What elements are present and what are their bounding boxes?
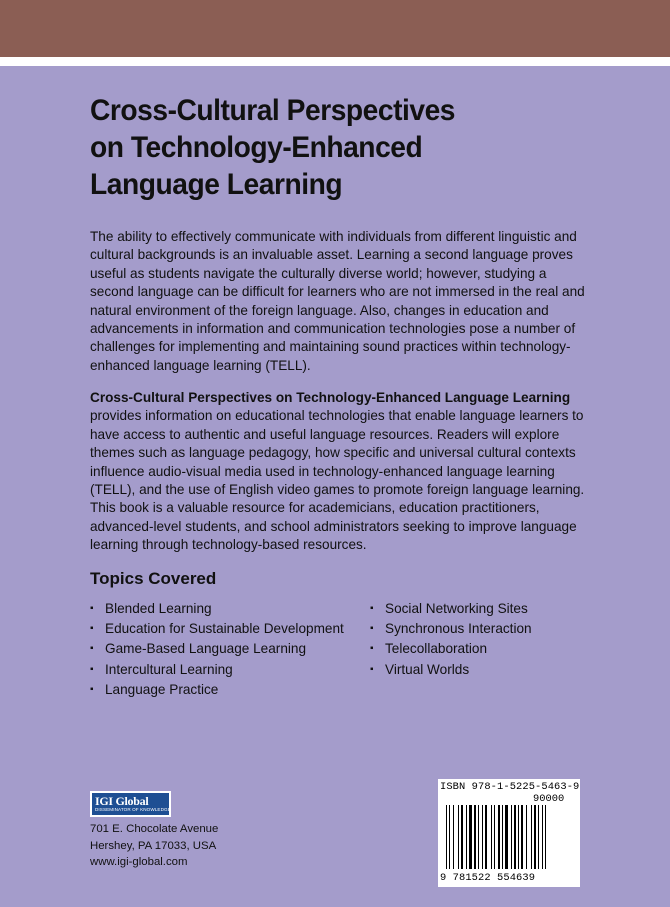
white-divider-stripe [0,57,670,66]
topic-item [90,619,344,639]
barcode-bar [531,805,532,869]
barcode-bar [485,805,487,869]
barcode-bar [494,805,495,869]
address-line-1: 701 E. Chocolate Avenue [90,823,219,835]
title-line-1: Cross-Cultural Perspectives [90,94,456,127]
title-line-2: on Technology-Enhanced [90,131,423,164]
barcode-bar [505,805,508,869]
topic-item [90,660,344,680]
logo-name: IGI Global [95,794,149,808]
topic-item [90,599,344,619]
barcode-bar [511,805,512,869]
title-line-3: Language Learning [90,168,343,201]
barcode-bar [514,805,516,869]
barcode-bar [461,805,463,869]
bullet-icon: ▪ [370,663,374,675]
topics-list-right [370,599,532,680]
address-line-2: Hershey, PA 17033, USA [90,839,217,852]
topic-item [370,599,532,619]
topic-label: Game-Based Language Learning [105,641,307,657]
bullet-icon: ▪ [90,663,94,675]
description-paragraph-2 [90,389,590,555]
barcode-bar [453,805,454,869]
price-code: 90000 [533,793,565,805]
barcode-bar [469,805,472,869]
barcode-bar [458,805,459,869]
topic-label: Education for Sustainable Development [105,621,344,637]
topic-label: Telecollaboration [385,641,488,657]
topic-label: Intercultural Learning [105,661,233,677]
bullet-icon: ▪ [90,623,94,635]
topics-list-left [90,599,344,700]
barcode-bar [498,805,500,869]
back-cover-content [90,92,590,697]
barcode-bar [526,805,527,869]
topic-label: Social Networking Sites [385,601,528,616]
topic-item [90,680,344,700]
barcode-digits: 9 781522 554639 [440,872,536,884]
topic-label: Virtual Worlds [385,661,470,677]
barcode-bar [534,805,536,869]
publisher-address [90,821,218,871]
barcode-bar [446,805,447,869]
book-title-inline: Cross-Cultural Perspectives on Technology-Enhanced Language Learning [90,390,571,405]
topic-label: Synchronous Interaction [385,621,532,637]
barcode-bar [502,805,503,869]
isbn-barcode [438,779,580,887]
publisher-logo [90,791,171,817]
barcode-bar [545,805,546,869]
book-title [90,92,560,203]
barcode-bar [474,805,476,869]
topic-item [370,619,532,639]
bullet-icon: ▪ [90,603,94,614]
barcode-bar [538,805,539,869]
logo-tagline: DISSEMINATOR OF KNOWLEDGE [95,807,171,812]
barcode-bar [449,805,450,869]
topic-item [90,639,344,659]
bullet-icon: ▪ [90,683,94,695]
barcode-bar [478,805,479,869]
bullet-icon: ▪ [90,643,94,655]
barcode-bar [491,805,492,869]
isbn-number: ISBN 978-1-5225-5463-9 [440,781,580,793]
bullet-icon: ▪ [370,643,374,655]
topic-label: Blended Learning [105,601,212,616]
top-color-band [0,0,670,57]
barcode-bar [466,805,467,869]
topics-heading: Topics Covered [90,569,217,588]
publisher-website: www.igi-global.com [90,856,188,868]
paragraph-2-body: provides information on educational technologies that enable language learners to have access to authentic and useful language resources. Readers will explore themes such as language pedagogy, how specific and universal cultural contexts influence audio-visual media used in technology-enhanced language learning (TELL), and the use of English video games to promote foreign language learning. This book is a valuable resource for academicians, education practitioners, advanced-level students, and school administrators seeking to improve language learning through technology-based resources. [90,408,585,553]
description-paragraph-1: The ability to effectively communicate with individuals from different linguistic and cultural backgrounds is an invaluable asset. Learning a second language proves useful as students navigate the culturally diverse world; however, studying a second language can be difficult for learners who are not immersed in the real and natural environment of the foreign language. Also, changes in education and advancements in information and communication technologies pose a number of challenges for implementing and maintaining sound practices within technology-enhanced language learning (TELL). [90,229,585,373]
topic-label: Language Practice [105,681,219,697]
topic-item [370,639,532,659]
barcode-bar [518,805,519,869]
barcode-bar [482,805,483,869]
barcode-bars [446,805,572,873]
barcode-bar [521,805,523,869]
bullet-icon: ▪ [370,603,374,614]
barcode-bar [542,805,543,869]
bullet-icon: ▪ [370,623,374,635]
topic-item [370,660,532,680]
